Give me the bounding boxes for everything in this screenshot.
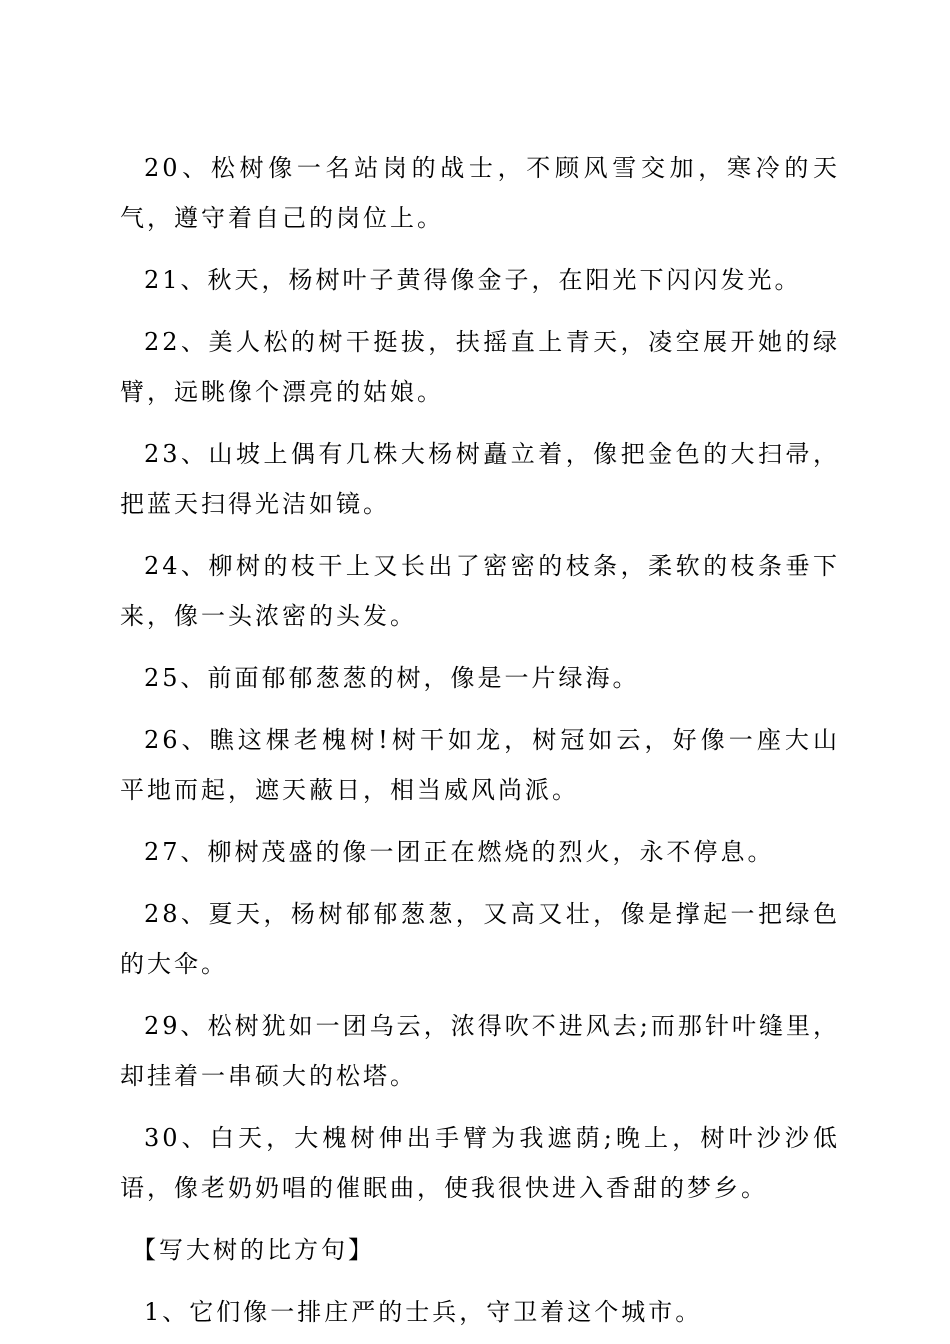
paragraph-25: 25、前面郁郁葱葱的树，像是一片绿海。	[144, 664, 640, 692]
paragraph-30: 30、白天，大槐树伸出手臂为我遮荫;晚上，树叶沙沙低语，像老奶奶唱的催眠曲，使我很快进入香甜的梦乡。	[120, 1124, 840, 1202]
paragraph-26: 26、瞧这棵老槐树!树干如龙，树冠如云，好像一座大山平地而起，遮天蔽日，相当威风尚派。	[120, 726, 840, 804]
paragraph-21: 21、秋天，杨树叶子黄得像金子，在阳光下闪闪发光。	[144, 266, 802, 294]
paragraph-28: 28、夏天，杨树郁郁葱葱，又高又壮，像是撑起一把绿色的大伞。	[120, 900, 840, 978]
section-paragraph-1: 1、它们像一排庄严的士兵，守卫着这个城市。	[144, 1298, 703, 1326]
section-heading: 【写大树的比方句】	[132, 1236, 375, 1264]
paragraph-23: 23、山坡上偶有几株大杨树矗立着，像把金色的大扫帚，把蓝天扫得光洁如镜。	[120, 440, 840, 518]
paragraph-29: 29、松树犹如一团乌云，浓得吹不进风去;而那针叶缝里，却挂着一串硕大的松塔。	[120, 1012, 840, 1090]
paragraph-27: 27、柳树茂盛的像一团正在燃烧的烈火，永不停息。	[144, 838, 775, 866]
paragraph-20: 20、松树像一名站岗的战士，不顾风雪交加，寒冷的天气，遵守着自己的岗位上。	[120, 154, 840, 232]
paragraph-24: 24、柳树的枝干上又长出了密密的枝条，柔软的枝条垂下来，像一头浓密的头发。	[120, 552, 840, 630]
paragraph-22: 22、美人松的树干挺拔，扶摇直上青天，凌空展开她的绿臂，远眺像个漂亮的姑娘。	[120, 328, 840, 406]
